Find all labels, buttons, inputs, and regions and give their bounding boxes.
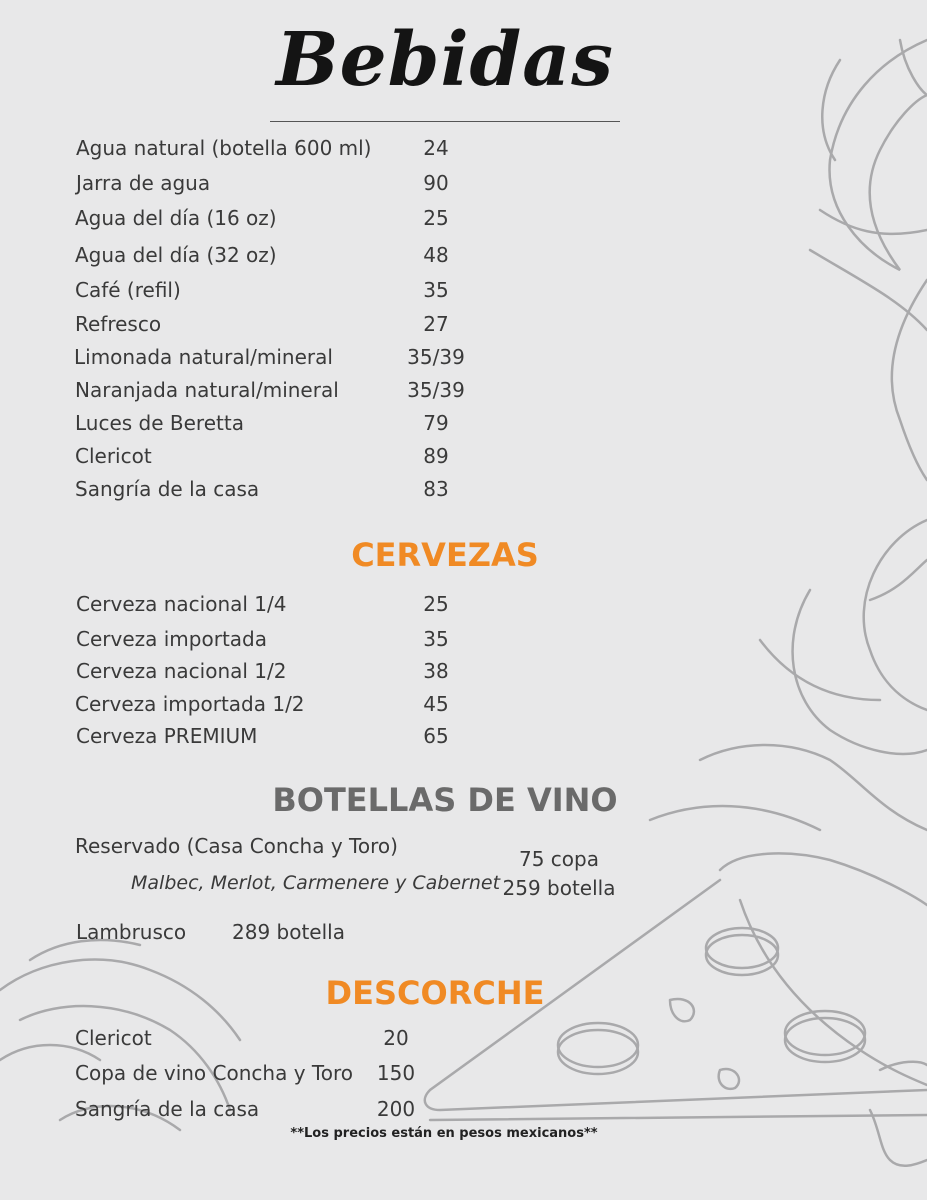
- leaf-ornament-middle: [864, 520, 927, 710]
- menu-item-name: Clericot: [75, 444, 152, 468]
- menu-item-price: 89: [423, 444, 449, 468]
- menu-item-price: 35: [423, 627, 449, 651]
- menu-item-name: Cerveza importada: [76, 627, 267, 651]
- menu-item-name: Cerveza importada 1/2: [75, 692, 305, 716]
- wine-name: Lambrusco: [76, 920, 187, 944]
- menu-item-name: Agua natural (botella 600 ml): [76, 136, 372, 160]
- menu-item-price: 35: [423, 278, 449, 302]
- menu-item-name: Sangría de la casa: [75, 477, 260, 501]
- menu-item-price: 27: [423, 312, 449, 336]
- menu-item-price: 83: [423, 477, 449, 501]
- menu-item-name: Refresco: [75, 312, 162, 336]
- menu-item-price: 35/39: [407, 345, 465, 369]
- section-heading-descorche: DESCORCHE: [325, 974, 545, 1012]
- section-heading-cervezas: CERVEZAS: [351, 536, 539, 574]
- pizza-slice-outline: [720, 853, 927, 905]
- menu-item-name: Cerveza nacional 1/4: [76, 592, 287, 616]
- menu-item-name: Cerveza nacional 1/2: [76, 659, 287, 683]
- menu-item-name: Naranjada natural/mineral: [75, 378, 339, 402]
- menu-item-name: Cerveza PREMIUM: [76, 724, 258, 748]
- menu-item-price: 25: [423, 592, 449, 616]
- wine-price-botella: 289 botella: [232, 920, 345, 944]
- menu-item-name: Agua del día (32 oz): [75, 243, 277, 267]
- menu-item-price: 35/39: [407, 378, 465, 402]
- menu-item-name: Copa de vino Concha y Toro: [75, 1061, 353, 1085]
- menu-item-price: 65: [423, 724, 449, 748]
- wine-price-copa: 75 copa: [519, 847, 599, 871]
- menu-item-price: 20: [383, 1026, 409, 1050]
- menu-item-name: Luces de Beretta: [75, 411, 244, 435]
- menu-item-name: Clericot: [75, 1026, 152, 1050]
- menu-item-name: Limonada natural/mineral: [74, 345, 333, 369]
- section-heading-vino: BOTELLAS DE VINO: [272, 781, 618, 819]
- menu-item-price: 24: [423, 136, 449, 160]
- currency-note: **Los precios están en pesos mexicanos**: [290, 1126, 598, 1141]
- menu-item-price: 79: [423, 411, 449, 435]
- menu-item-name: Jarra de agua: [76, 171, 211, 195]
- wine-name: Reservado (Casa Concha y Toro): [75, 834, 398, 858]
- leaf-ornament-top: [830, 40, 927, 270]
- menu-item-price: 45: [423, 692, 449, 716]
- menu-item-name: Agua del día (16 oz): [75, 206, 277, 230]
- wine-varieties: Malbec, Merlot, Carmenere y Cabernet: [131, 872, 501, 894]
- menu-item-price: 38: [423, 659, 449, 683]
- pepperoni: [706, 935, 778, 975]
- title-underline: [270, 121, 620, 122]
- menu-item-name: Café (refil): [75, 278, 181, 302]
- wine-price-botella: 259 botella: [502, 876, 616, 900]
- menu-item-price: 25: [423, 206, 449, 230]
- menu-item-price: 200: [376, 1097, 416, 1121]
- menu-item-name: Sangría de la casa: [75, 1097, 260, 1121]
- page-title: Bebidas: [276, 17, 614, 103]
- menu-item-price: 150: [376, 1061, 416, 1085]
- menu-item-price: 90: [423, 171, 449, 195]
- menu-item-price: 48: [423, 243, 449, 267]
